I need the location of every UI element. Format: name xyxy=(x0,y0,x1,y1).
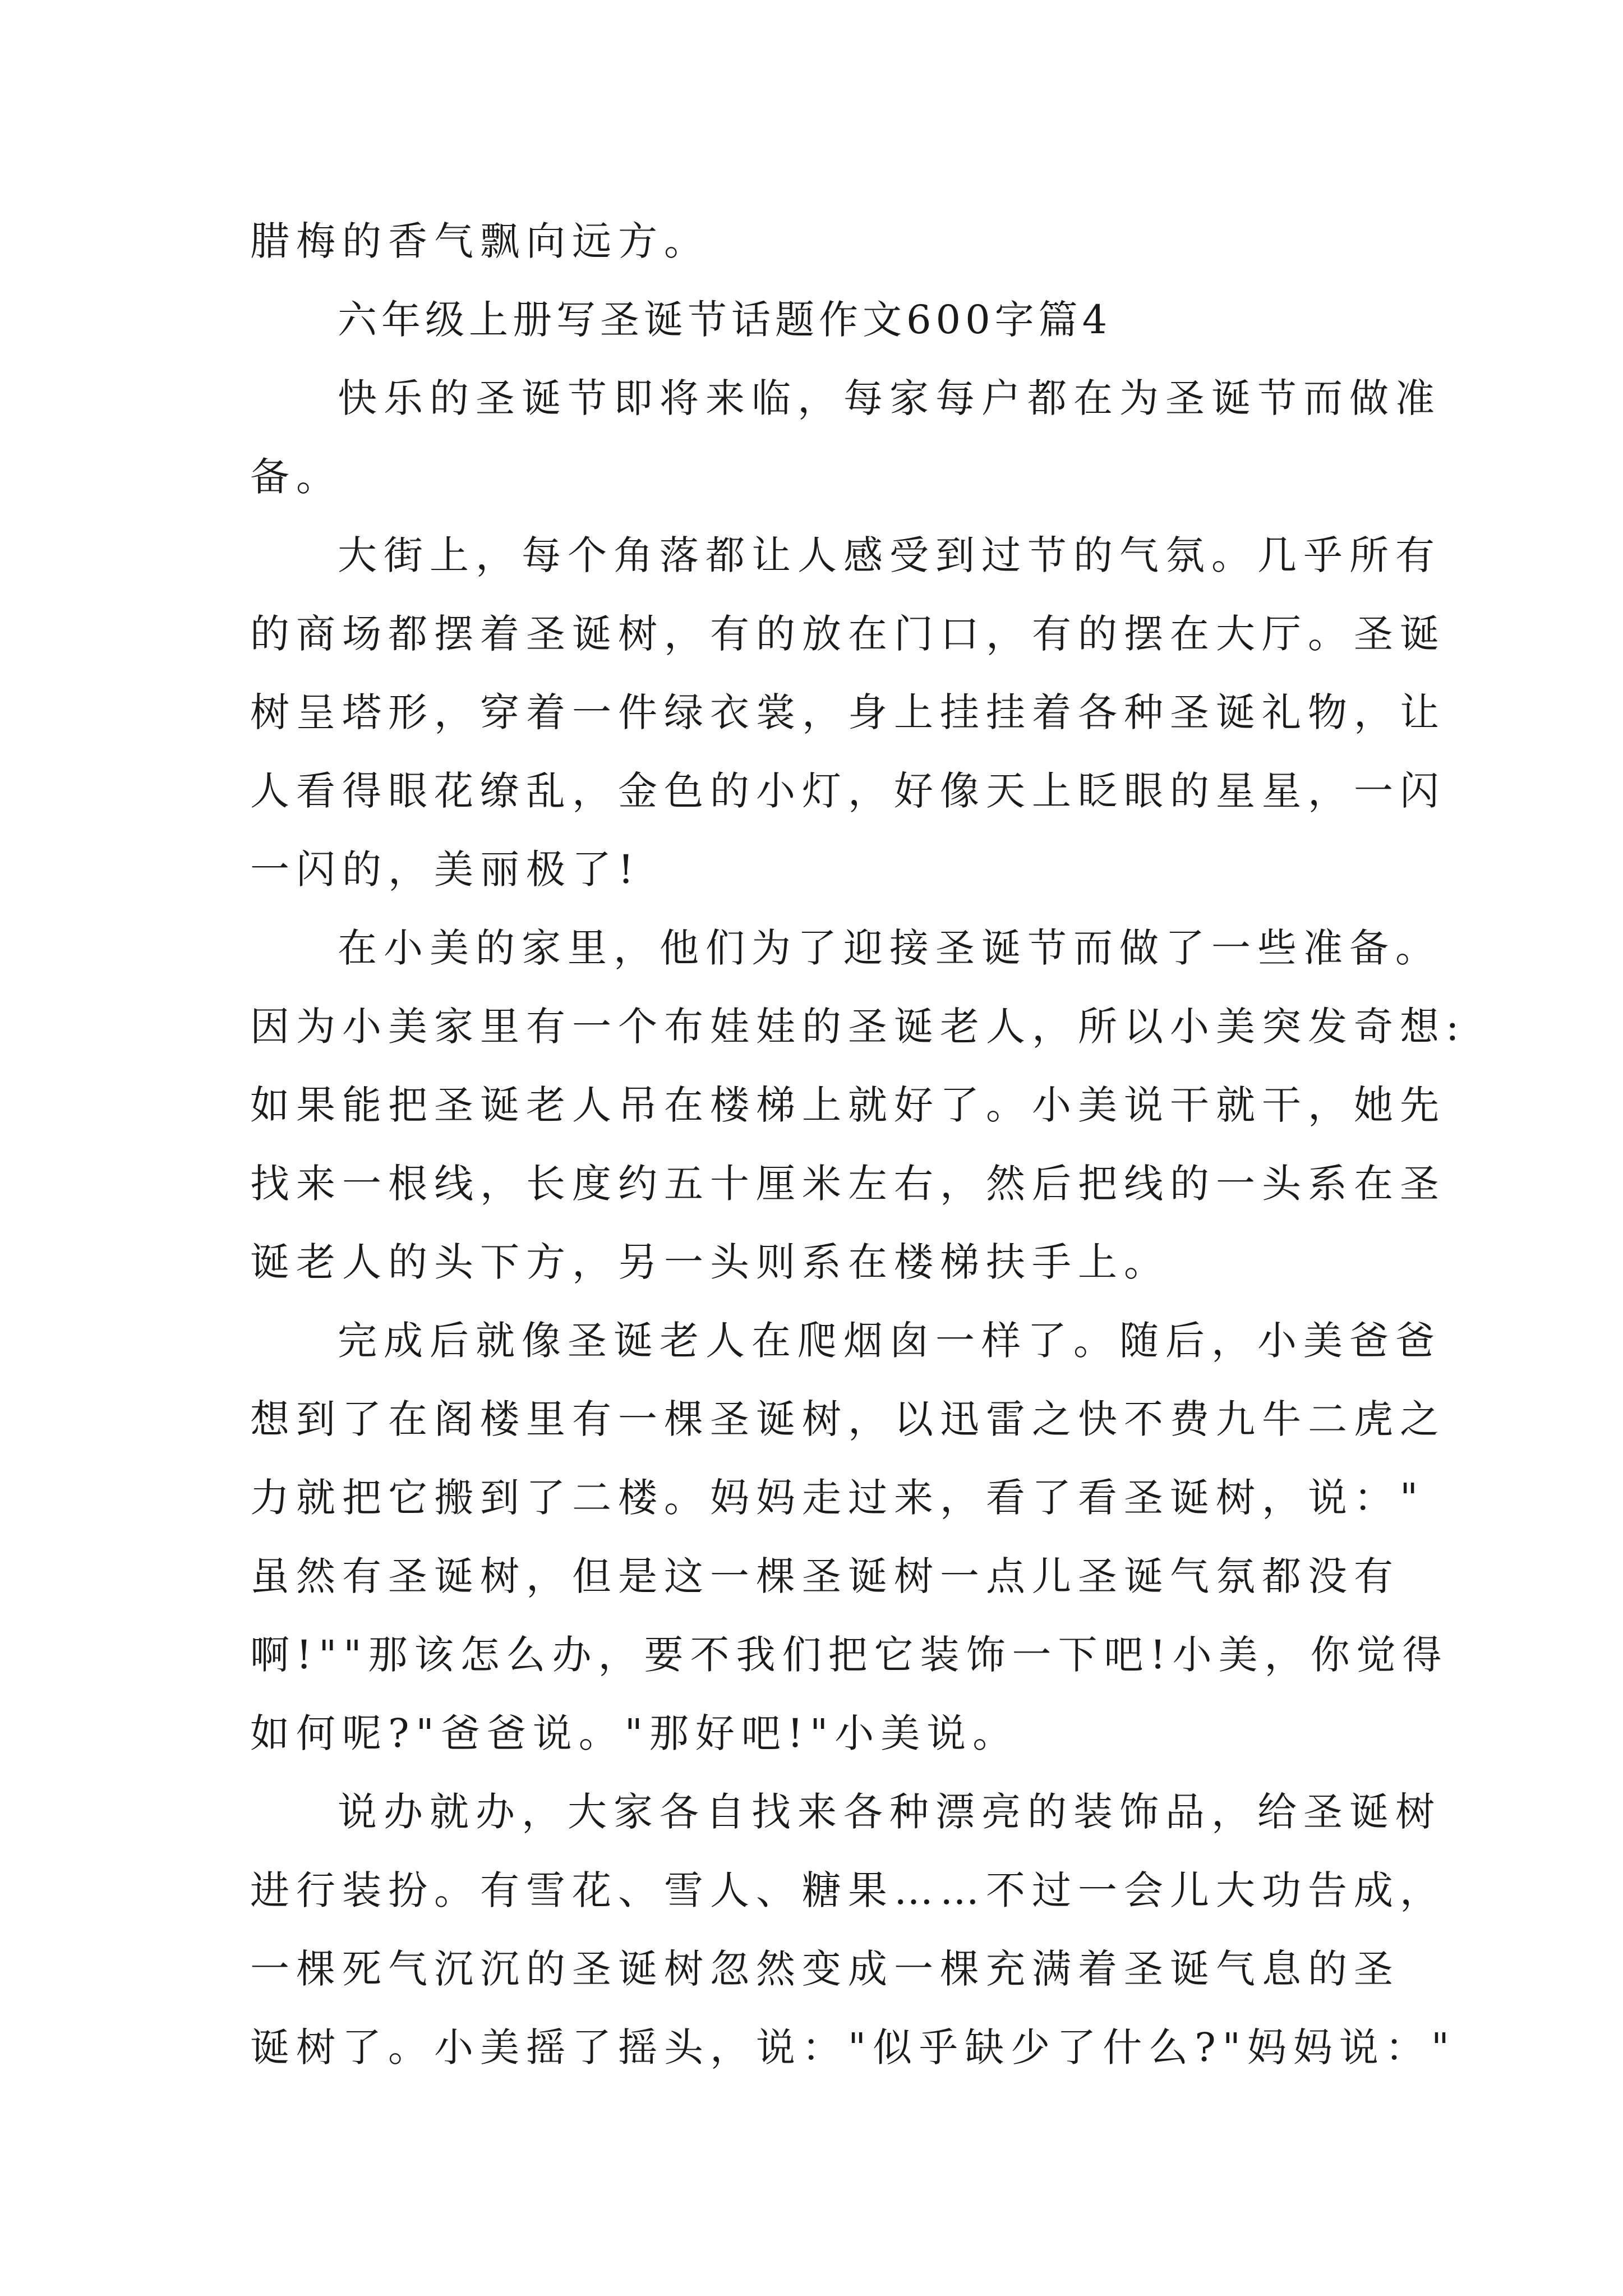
text-line: 因为小美家里有一个布娃娃的圣诞老人，所以小美突发奇想: xyxy=(250,1004,1466,1050)
text-line: 如果能把圣诞老人吊在楼梯上就好了。小美说干就干，她先 xyxy=(250,1082,1446,1128)
text-line: 一棵死气沉沉的圣诞树忽然变成一棵充满着圣诞气息的圣 xyxy=(250,1946,1400,1992)
text-line: 找来一根线，长度约五十厘米左右，然后把线的一头系在圣 xyxy=(250,1161,1446,1207)
text-line: 诞树了。小美摇了摇头，说："似乎缺少了什么?"妈妈说：" xyxy=(250,2024,1456,2070)
text-line: 树呈塔形，穿着一件绿衣裳，身上挂挂着各种圣诞礼物，让 xyxy=(250,689,1446,735)
text-line: 诞老人的头下方，另一头则系在楼梯扶手上。 xyxy=(250,1239,1170,1285)
text-line: 的商场都摆着圣诞树，有的放在门口，有的摆在大厅。圣诞 xyxy=(250,611,1446,657)
text-line: 完成后就像圣诞老人在爬烟囱一样了。随后，小美爸爸 xyxy=(338,1318,1441,1364)
text-line: 想到了在阁楼里有一棵圣诞树，以迅雷之快不费九牛二虎之 xyxy=(250,1396,1446,1442)
text-line: 在小美的家里，他们为了迎接圣诞节而做了一些准备。 xyxy=(338,925,1441,971)
text-line: 说办就办，大家各自找来各种漂亮的装饰品，给圣诞树 xyxy=(338,1789,1441,1835)
text-line: 人看得眼花缭乱，金色的小灯，好像天上眨眼的星星，一闪 xyxy=(250,768,1446,814)
text-line: 一闪的，美丽极了! xyxy=(250,846,641,892)
text-line: 如何呢?"爸爸说。"那好吧!"小美说。 xyxy=(250,1710,1019,1756)
text-line: 进行装扮。有雪花、雪人、糖果……不过一会儿大功告成， xyxy=(250,1867,1446,1913)
section-heading: 六年级上册写圣诞节话题作文600字篇4 xyxy=(338,297,1112,343)
text-line: 啊!""那该怎么办，要不我们把它装饰一下吧!小美，你觉得 xyxy=(250,1632,1449,1678)
text-line: 快乐的圣诞节即将来临，每家每户都在为圣诞节而做准 xyxy=(338,375,1441,421)
text-line: 力就把它搬到了二楼。妈妈走过来，看了看圣诞树，说：" xyxy=(250,1475,1425,1521)
text-line: 大街上，每个角落都让人感受到过节的气氛。几乎所有 xyxy=(338,532,1441,578)
text-line: 腊梅的香气飘向远方。 xyxy=(250,218,710,264)
text-line: 虽然有圣诞树，但是这一棵圣诞树一点儿圣诞气氛都没有 xyxy=(250,1553,1400,1599)
text-line: 备。 xyxy=(250,454,342,500)
